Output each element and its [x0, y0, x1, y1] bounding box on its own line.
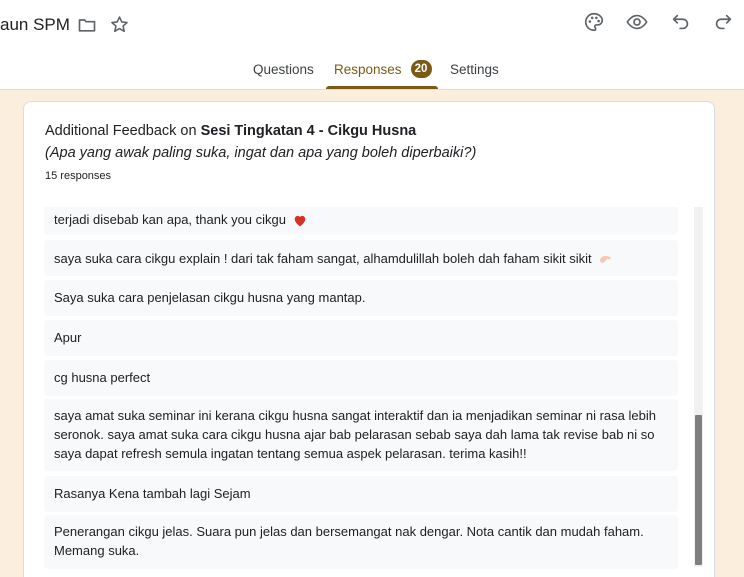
responses-list[interactable] — [44, 207, 678, 577]
red-heart-icon — [293, 214, 307, 227]
response-text: Penerangan cikgu jelas. Suara pun jelas dan bersemangat nak dengar. Nota cantik dan mudah faham. Memang suka. — [54, 524, 644, 558]
tab-questions-label: Questions — [253, 62, 314, 77]
list-item — [44, 207, 678, 235]
tab-settings[interactable] — [450, 62, 499, 90]
active-tab-indicator — [326, 86, 438, 89]
tab-questions[interactable] — [253, 62, 314, 90]
question-title-bold: Sesi Tingkatan 4 - Cikgu Husna — [200, 123, 417, 139]
folder-icon[interactable] — [77, 15, 97, 35]
palette-icon[interactable] — [583, 11, 605, 33]
undo-icon[interactable] — [670, 11, 692, 33]
pinching-hand-icon — [598, 253, 613, 266]
response-text: saya amat suka seminar ini kerana cikgu husna sangat interaktif dan ia menjadikan seminar ni rasa lebih seronok. saya amat suka cara cikgu husna ajar bab pelarasan sebab saya dah lama tak revise bab ni so saya dapat refresh semula ingatan tentang semua aspek pelarasan. terima kasih!! — [54, 408, 656, 461]
response-text: Apur — [54, 330, 82, 345]
redo-icon[interactable] — [712, 11, 734, 33]
response-text: Saya suka cara penjelasan cikgu husna yang mantap. — [54, 290, 366, 305]
responses-count-badge: 20 — [411, 60, 432, 78]
list-item — [44, 280, 678, 316]
response-text: Rasanya Kena tambah lagi Sejam — [54, 486, 251, 501]
list-item — [44, 399, 678, 471]
question-title — [45, 123, 416, 139]
list-item — [44, 515, 678, 569]
list-item — [44, 476, 678, 512]
scrollbar-thumb[interactable] — [695, 415, 702, 565]
list-item — [44, 320, 678, 356]
question-summary-card — [23, 101, 715, 577]
top-bar — [0, 0, 744, 90]
question-description: (Apa yang awak paling suka, ingat dan apa yang boleh diperbaiki?) — [45, 145, 477, 161]
tab-settings-label: Settings — [450, 62, 499, 77]
question-title-prefix: Additional Feedback on — [45, 123, 201, 139]
response-text: saya suka cara cikgu explain ! dari tak faham sangat, alhamdulillah boleh dah faham sikit sikit — [54, 251, 592, 266]
response-text: terjadi disebab kan apa, thank you cikgu — [54, 212, 286, 227]
preview-eye-icon[interactable] — [626, 11, 648, 33]
response-count: 15 responses — [45, 170, 112, 182]
list-item — [44, 240, 678, 276]
response-text: cg husna perfect — [54, 370, 151, 385]
list-item — [44, 360, 678, 396]
star-icon[interactable] — [109, 14, 130, 35]
tab-responses-label: Responses — [334, 62, 402, 77]
form-title[interactable]: aun SPM — [0, 15, 70, 34]
